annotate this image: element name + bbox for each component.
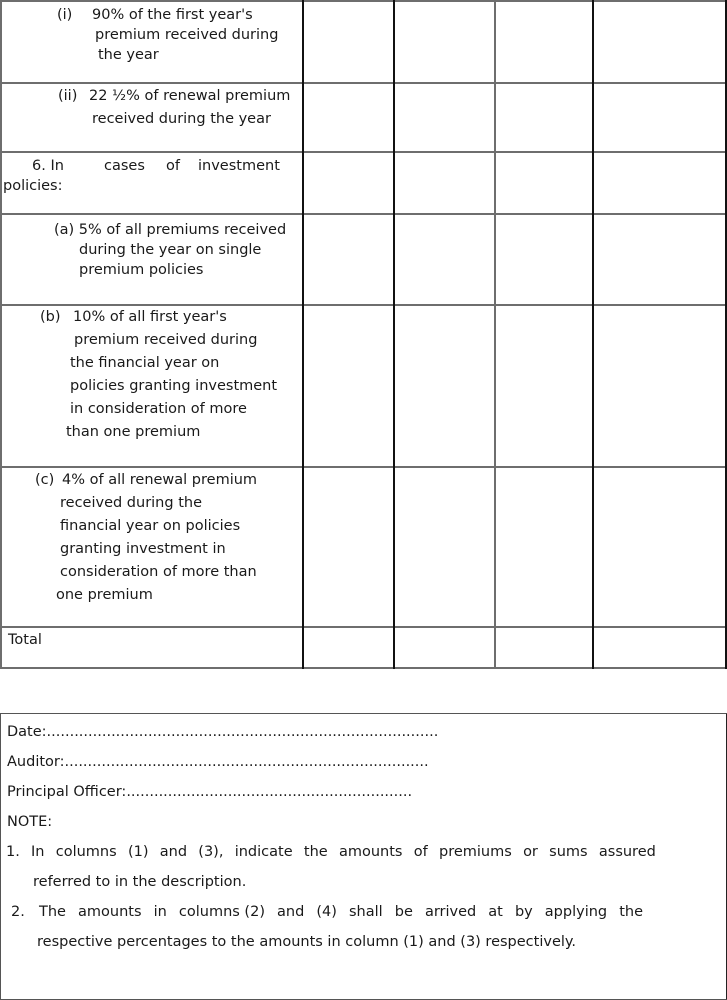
note-word: indicate — [234, 844, 293, 860]
note-word: sums — [549, 844, 588, 860]
note-word: columns — [55, 844, 117, 860]
note-word: arrived — [424, 904, 477, 920]
description-line: received during the year — [92, 111, 271, 127]
description-line: received during the — [60, 495, 202, 511]
item-marker: (ii) — [58, 88, 78, 104]
signature-and-notes-box — [0, 713, 727, 1000]
description-line: 10% of all first year's — [73, 309, 227, 325]
item-marker: (b) — [40, 309, 61, 325]
description-line: premium policies — [79, 262, 204, 278]
column-divider — [494, 0, 496, 669]
note-word: premiums — [439, 844, 512, 860]
description-line: than one premium — [66, 424, 201, 440]
note-number: 2. — [11, 904, 25, 920]
note-word: amounts — [78, 904, 142, 920]
note-word: In — [31, 844, 45, 860]
column-divider — [302, 0, 304, 669]
row-divider — [0, 151, 727, 153]
note-word: The — [39, 904, 66, 920]
description-line: investment — [198, 158, 280, 174]
note-heading: NOTE: — [7, 814, 53, 830]
description-line: cases — [104, 158, 145, 174]
description-line: consideration of more than — [60, 564, 257, 580]
note-word: by — [514, 904, 533, 920]
note-word: and — [277, 904, 305, 920]
description-line: policies: — [3, 178, 63, 194]
note-word: amounts — [338, 844, 403, 860]
description-line: of — [166, 158, 180, 174]
item-marker: (c) — [35, 472, 55, 488]
row-divider — [0, 626, 727, 628]
auditor-field[interactable]: Auditor:............................................................................... — [7, 754, 429, 770]
note-word: the — [619, 904, 643, 920]
note-word: (4) — [316, 904, 337, 920]
note-word: assured — [598, 844, 656, 860]
note-line — [31, 844, 656, 860]
column-divider — [393, 0, 395, 669]
description-line: in consideration of more — [70, 401, 247, 417]
note-word: the — [303, 844, 328, 860]
table-border-left — [0, 0, 2, 669]
description-line: policies granting investment — [70, 378, 278, 394]
note-word: or — [523, 844, 538, 860]
principal-officer-field[interactable]: Principal Officer:.............................................................. — [7, 784, 413, 800]
note-word: at — [488, 904, 503, 920]
date-field[interactable]: Date:..................................................................................... — [7, 724, 439, 740]
table-border-top — [0, 0, 727, 2]
total-label: Total — [8, 632, 42, 648]
note-word: applying — [544, 904, 608, 920]
description-line: one premium — [56, 587, 153, 603]
row-divider — [0, 213, 727, 215]
note-number: 1. — [6, 844, 20, 860]
note-line: respective percentages to the amounts in column (1) and (3) respectively. — [37, 934, 577, 950]
row-divider — [0, 82, 727, 84]
row-divider — [0, 466, 727, 468]
note-word: of — [413, 844, 428, 860]
description-line: 4% of all renewal premium — [62, 472, 258, 488]
note-word: shall — [349, 904, 383, 920]
note-word: (3), — [198, 844, 224, 860]
table-border-bottom — [0, 667, 727, 669]
description-line: during the year on single — [79, 242, 262, 258]
description-line: premium received during — [95, 27, 279, 43]
description-text: 90% of the first year's — [92, 7, 253, 23]
description-line: (a) 5% of all premiums received — [54, 222, 287, 238]
description-line — [92, 5, 268, 25]
description-line: premium received during — [74, 332, 258, 348]
item-marker: (i) — [57, 7, 73, 23]
description-line: the financial year on — [70, 355, 220, 371]
description-line: financial year on policies — [60, 518, 241, 534]
description-line: 22 ½% of renewal premium — [89, 88, 291, 104]
description-line: granting investment in — [60, 541, 226, 557]
note-word: and — [159, 844, 188, 860]
description-line: 6. In — [32, 158, 64, 174]
note-line — [39, 904, 643, 920]
note-word: in — [153, 904, 167, 920]
note-line: referred to in the description. — [33, 874, 247, 890]
note-word: (1) — [127, 844, 149, 860]
row-divider — [0, 304, 727, 306]
note-word: columns (2) — [178, 904, 265, 920]
column-divider — [592, 0, 594, 669]
note-word: be — [394, 904, 413, 920]
description-line: the year — [98, 47, 159, 63]
